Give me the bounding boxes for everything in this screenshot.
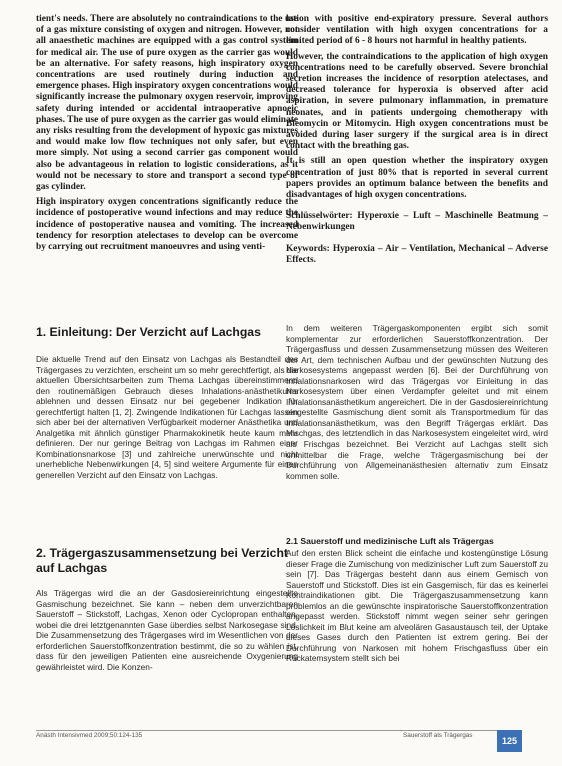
paragraph: Auf den ersten Blick scheint die einfache und kostengünstige Lösung dieser Frage die Zumischung von medizinischer Luft zum Sauerstoff zu sein [7]. Das Trägergas besteht dann aus einem Gemisch von Sauerstoff und Stickstoff. Dies ist ein Gasgemisch, für das es keinerlei Kontraindikationen gibt. Die Trägergaszusammensetzung kann problemlos an die gewünschte inspiratorische Sauerstoffkonzentration angepasst werden. Stickstoff nimmt wegen seiner sehr geringen Löslichkeit im Blut keine am alveolären Gasaustausch teil, der Uptake dieses Gases durch den Patienten ist extrem gering. Bei der Durchführung von Narkosen mit hohem Frischgasfluss über ein Rückatemsystem stellt sich bei — [286, 548, 548, 664]
section-2-body — [36, 588, 298, 672]
keywords-german-label: Schlüsselwörter: — [286, 211, 353, 222]
paragraph: tient's needs. There are absolutely no contraindications to the use of a gas mixture consisting of oxygen and nitrogen. However, not all anaesthetic machines are equipped with a gas control system for medical air. The use of pure oxygen as the carrier gas would be an alternative. For safety reasons, high inspiratory oxygen concentrations are used routinely during induction and emergence phases. High inspiratory oxygen concentrations would significantly increase the pulmonary oxygen reservoir, improving safety during intended or accidental intraoperative apnoeic phases. The use of pure oxygen as the carrier gas would eliminate any risks resulting from the development of hypoxic gas mixtures and would make low flow techniques not only safer, but even more simply. Not using a second carrier gas component would also be advantageous in relation to logistic considerations, as it would not be necessary to store and transport a second type of gas cylinder. — [36, 14, 298, 193]
section-1-heading: 1. Einleitung: Der Verzicht auf Lachgas — [36, 325, 261, 339]
section-2-heading: 2. Trägergaszusammensetzung bei Verzicht auf Lachgas — [36, 546, 288, 575]
section-2-1 — [286, 536, 548, 664]
footer-divider — [36, 730, 510, 731]
paragraph: High inspiratory oxygen concentrations significantly reduce the incidence of postoperative wound infections and may reduce the incidence of postoperative nausea and vomiting. The increased tendency for resorption atelectases to develop can be overcome by carrying out recruitment manoeuvres and using venti- — [36, 197, 298, 253]
running-title: Sauerstoff als Trägergas — [403, 732, 473, 739]
paragraph: However, the contraindications to the application of high oxygen concentrations need to be carefully observed. Severe bronchial secretion increases the incidence of resorption atelectases, and decreased tolerance for hyperoxia is observed after acid aspiration, in severe pulmonary inflammation, in premature neonates, and in patients undergoing chemotherapy with Bleomycin or Mitomycin. High oxygen concentrations must be avoided during laser surgery if the surgical area is in direct contact with the breathing gas. — [286, 51, 548, 152]
paragraph: In dem weiteren Trägergaskomponenten ergibt sich somit komplementar zur erforderlichen Sauerstoffkonzentration. Der Trägergasfluss und dessen Zusammensetzung müssen des Weiteren der Art, dem technischen Aufbau und der gewünschten Nutzung des Narkosesystems angepasst werden [6]. Bei der Durchführung von Inhalationsnarkosen wird das Trägergas vor Einleitung in das Narkosesystem über einen Verdampfer geleitet und mit einem Inhalationsanästhetikum angereichert. Die in der Gasdosiereinrichtung eingestellte Gasmischung dient somit als Transportmedium für das Inhalationsanästhetikum, was den Begriff Trägergas erklärt. Das Mischgas, des letztendlich in das Narkosesystem eingeleitet wird, wird als Frischgas bezeichnet. Bei Verzicht auf Lachgas stellt sich unmittelbar die Frage, welche Trägergasmischung bei der Durchführung von Allgemeinanästhesien alternativ zum Einsatz kommen solle. — [286, 323, 548, 481]
section-1-right — [286, 323, 548, 481]
english-summary-right — [286, 14, 548, 266]
section-1-left — [36, 325, 298, 481]
section-1-body — [36, 354, 298, 481]
keywords-german-text: Hyperoxie – Luft – Maschinelle Beatmung – Nebenwirkungen — [286, 211, 548, 233]
english-summary-left — [36, 14, 298, 257]
keywords-german — [286, 211, 548, 233]
keywords-english-text: Hyperoxia – Air – Ventilation, Mechanical – Adverse Effects. — [286, 243, 548, 265]
section-2-1-heading: 2.1 Sauerstoff und medizinische Luft als Trägergas — [286, 536, 494, 546]
paragraph: Als Trägergas wird die an der Gasdosiereinrichtung eingestellte Gasmischung bezeichnet. Sie kann – neben dem unverzichtbaren Sauerstoff – Stickstoff, Lachgas, Xenon oder Cyclopropan enthalten, wobei die drei letztgenannten Gase überdies selbst Narkosegase sind. Die Zusammensetzung des Trägergases wird im Wesentlichen von der erforderlichen Sauerstoffkonzentration bestimmt, die so zu wählen ist, dass für den jeweiligen Patienten eine ausreichende Oxygenierung gewährleistet wird. Die Konzen- — [36, 588, 298, 672]
page-number: 125 — [497, 730, 522, 752]
paragraph: It is still an open question whether the inspiratory oxygen concentration of just 80% that is reported in several current papers provides an optimum balance between the benefits and disadvantages of high oxygen concentrations. — [286, 156, 548, 201]
paragraph: Die aktuelle Trend auf den Einsatz von Lachgas als Bestandteil des Trägergases zu verzichten, erscheint um so mehr gerechtfertigt, als die aktuellen Übersichtsarbeiten zum Thema Lachgas übereinstimmend den routinemäßigen Gebrauch dieses Inhalations-anästhetikums ablehnen und dessen Einsatz nur bei gegebener Indikation für gerechtfertigt halten [1, 2]. Zwingende Indikationen für Lachgas lassen sich aber bei der alternativen Verfügbarkeit moderner Anästhetika und Analgetika mit ähnlich günstiger Pharmakokinetik heute kaum mehr definieren. Der nur geringe Beitrag von Lachgas im Rahmen einer Kombinationsnarkose [3] und zahlreiche unerwünschte und nicht unerhebliche Nebenwirkungen [4, 5] sind weitere Argumente für einen generellen Verzicht auf den Einsatz von Lachgas. — [36, 354, 298, 481]
page-footer — [0, 726, 562, 766]
section-2-1-body — [286, 548, 548, 664]
paragraph: lation with positive end-expiratory pressure. Several authors consider ventilation with high oxygen concentrations for a limited period of 6 - 8 hours not harmful in healthy patients. — [286, 14, 548, 47]
section-2 — [36, 546, 298, 672]
journal-citation: Anästh Intensivmed 2009;50:124-135 — [36, 732, 143, 739]
keywords-english-label: Keywords: — [286, 243, 330, 254]
keywords-english — [286, 244, 548, 266]
